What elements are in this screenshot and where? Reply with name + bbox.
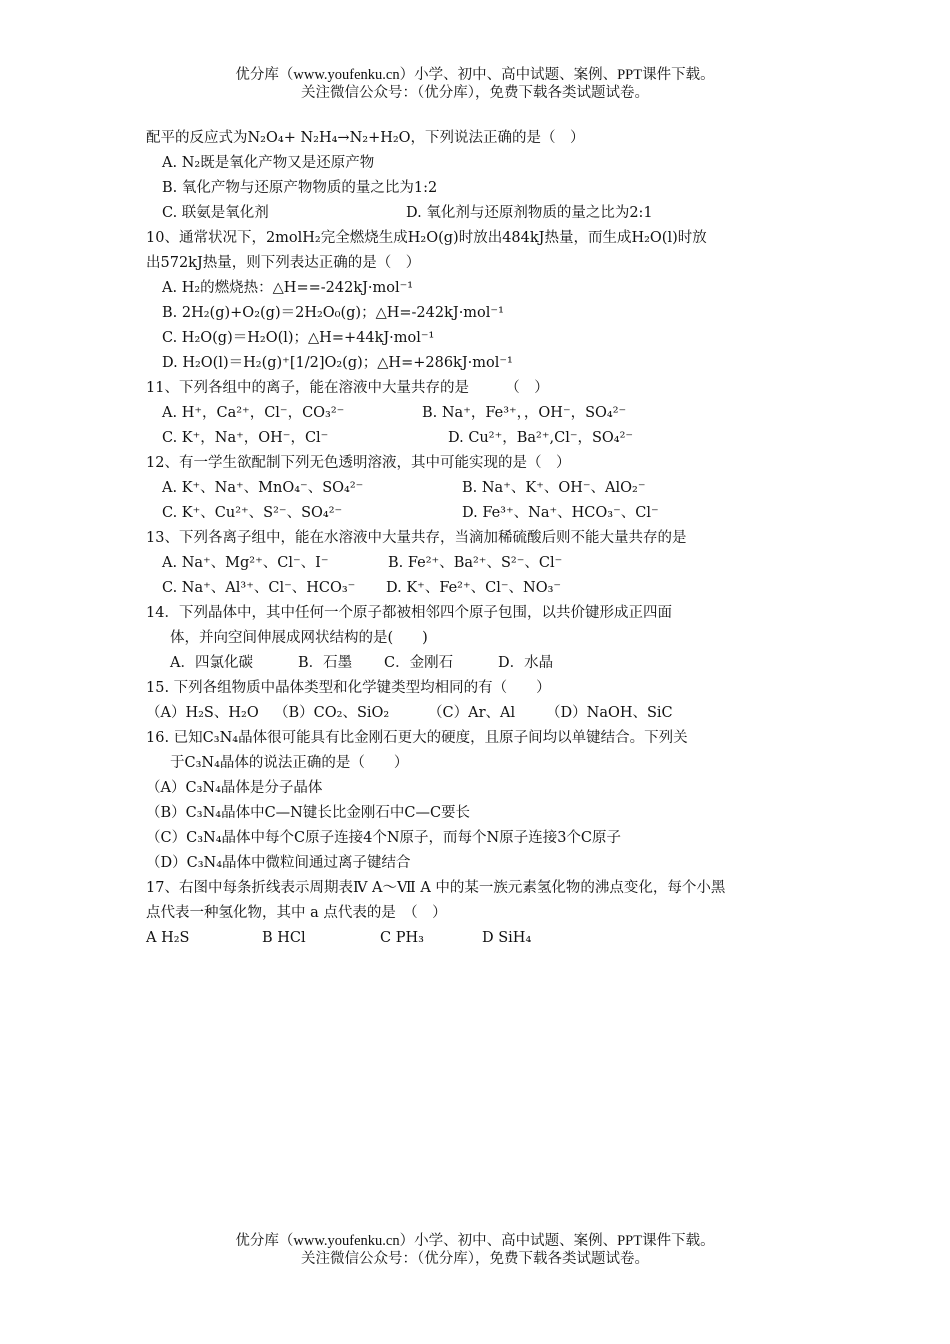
q15-option-d: （D）NaOH、SiC — [546, 705, 673, 721]
q15-option-c: （C）Ar、Al — [428, 705, 516, 721]
q11-option-c: C. K⁺，Na⁺，OH⁻，Cl⁻ — [162, 430, 329, 446]
q11-option-b: B. Na⁺，Fe³⁺，，OH⁻，SO₄²⁻ — [422, 405, 627, 421]
q13-option-cd — [146, 576, 816, 601]
q11-option-d: D. Cu²⁺，Ba²⁺,Cl⁻，SO₄²⁻ — [448, 430, 634, 446]
q9-option-cd — [146, 201, 816, 226]
q16-stem-line-1: 16. 已知C₃N₄晶体很可能具有比金刚石更大的硬度，且原子间均以单键结合。下列关 — [146, 730, 688, 746]
q17-option-a: A H₂S — [146, 930, 190, 946]
q15-option-b: （B）CO₂、SiO₂ — [274, 705, 390, 721]
q13-option-c: C. Na⁺、Al³⁺、Cl⁻、HCO₃⁻ — [162, 580, 356, 596]
q15-option-a: （A）H₂S、H₂O — [146, 705, 259, 721]
q12-stem: 12、有一学生欲配制下列无色透明溶液，其中可能实现的是（ ） — [146, 455, 571, 471]
q17-option-c: C PH₃ — [380, 930, 424, 946]
q12-option-a: A. K⁺、Na⁺、MnO₄⁻、SO₄²⁻ — [162, 480, 364, 496]
page-footer — [0, 1232, 950, 1268]
q9-option-d: D. 氧化剂与还原剂物质的量之比为2:1 — [406, 205, 653, 221]
q15-options — [146, 701, 816, 726]
q9-option-a: A. N₂既是氧化产物又是还原产物 — [162, 155, 375, 171]
q10-option-a: A. H₂的燃烧热：△H==-242kJ·mol⁻¹ — [162, 280, 414, 296]
q16-stem-line-2: 于C₃N₄晶体的说法正确的是（ ） — [170, 755, 409, 771]
q11-option-ab — [146, 401, 816, 426]
header-line-2: 关注微信公众号：（优分库），免费下载各类试题试卷。 — [301, 85, 649, 101]
page-header — [0, 66, 950, 102]
q16-option-c: （C）C₃N₄晶体中每个C原子连接4个N原子，而每个N原子连接3个C原子 — [146, 830, 622, 846]
q9-stem: 配平的反应式为N₂O₄+ N₂H₄→N₂+H₂O，下列说法正确的是（ ） — [146, 130, 585, 146]
q14-options — [146, 651, 816, 676]
footer-line-1: 优分库（www.youfenku.cn）小学、初中、高中试题、案例、PPT课件下载。 — [235, 1233, 715, 1249]
q15-stem: 15. 下列各组物质中晶体类型和化学键类型均相同的有（ ） — [146, 680, 551, 696]
q9-option-b: B. 氧化产物与还原产物物质的量之比为1:2 — [162, 180, 438, 196]
q12-option-ab — [146, 476, 816, 501]
q17-options — [146, 926, 816, 951]
q17-stem-line-1: 17、右图中每条折线表示周期表Ⅳ A～Ⅶ A 中的某一族元素氢化物的沸点变化，每个小黑 — [146, 880, 726, 896]
q10-option-c: C. H₂O(g)＝H₂O(l)；△H=+44kJ·mol⁻¹ — [162, 330, 435, 346]
q16-option-a: （A）C₃N₄晶体是分子晶体 — [146, 780, 323, 796]
header-line-1: 优分库（www.youfenku.cn）小学、初中、高中试题、案例、PPT课件下载。 — [235, 67, 715, 83]
q10-stem-line-2: 出572kJ热量，则下列表达正确的是（ ） — [146, 255, 421, 271]
q14-option-d: D．水晶 — [498, 655, 554, 671]
q13-option-ab — [146, 551, 816, 576]
q12-option-c: C. K⁺、Cu²⁺、S²⁻、SO₄²⁻ — [162, 505, 343, 521]
q16-option-b: （B）C₃N₄晶体中C—N键长比金刚石中C—C要长 — [146, 805, 471, 821]
q14-stem-line-2: 体，并向空间伸展成网状结构的是( ) — [170, 630, 428, 646]
q10-option-d: D. H₂O(l)＝H₂(g)⁺[1/2]O₂(g)；△H=+286kJ·mol⁻¹ — [162, 355, 513, 371]
q16-option-d: （D）C₃N₄晶体中微粒间通过离子键结合 — [146, 855, 411, 871]
q17-option-b: B HCl — [262, 930, 306, 946]
q14-option-b: B．石墨 — [298, 655, 353, 671]
q13-stem: 13、下列各离子组中，能在水溶液中大量共存，当滴加稀硫酸后则不能大量共存的是 — [146, 530, 687, 546]
q12-option-b: B. Na⁺、K⁺、OH⁻、AlO₂⁻ — [462, 480, 646, 496]
q12-option-cd — [146, 501, 816, 526]
q14-option-c: C．金刚石 — [384, 655, 454, 671]
q12-option-d: D. Fe³⁺、Na⁺、HCO₃⁻、Cl⁻ — [462, 505, 659, 521]
q14-stem-line-1: 14．下列晶体中，其中任何一个原子都被相邻四个原子包围，以共价键形成正四面 — [146, 605, 672, 621]
q11-option-cd — [146, 426, 816, 451]
q9-option-c: C. 联氨是氧化剂 — [162, 205, 269, 221]
q14-option-a: A．四氯化碳 — [170, 655, 253, 671]
q11-option-a: A. H⁺，Ca²⁺，Cl⁻，CO₃²⁻ — [162, 405, 345, 421]
q13-option-a: A. Na⁺、Mg²⁺、Cl⁻、I⁻ — [162, 555, 329, 571]
footer-line-2: 关注微信公众号：（优分库），免费下载各类试题试卷。 — [301, 1251, 649, 1267]
question-list — [146, 126, 816, 951]
q13-option-b: B. Fe²⁺、Ba²⁺、S²⁻、Cl⁻ — [388, 555, 563, 571]
q17-stem-line-2: 点代表一种氢化物，其中 a 点代表的是 （ ） — [146, 905, 447, 921]
q17-option-d: D SiH₄ — [482, 930, 532, 946]
q10-option-b: B. 2H₂(g)+O₂(g)＝2H₂O₀(g)；△H=-242kJ·mol⁻¹ — [162, 305, 504, 321]
q10-stem-line-1: 10、通常状况下，2molH₂完全燃烧生成H₂O(g)时放出484kJ热量，而生成H₂O(l)时放 — [146, 230, 707, 246]
q13-option-d: D. K⁺、Fe²⁺、Cl⁻、NO₃⁻ — [386, 580, 562, 596]
q11-stem: 11、下列各组中的离子，能在溶液中大量共存的是 （ ） — [146, 380, 549, 396]
